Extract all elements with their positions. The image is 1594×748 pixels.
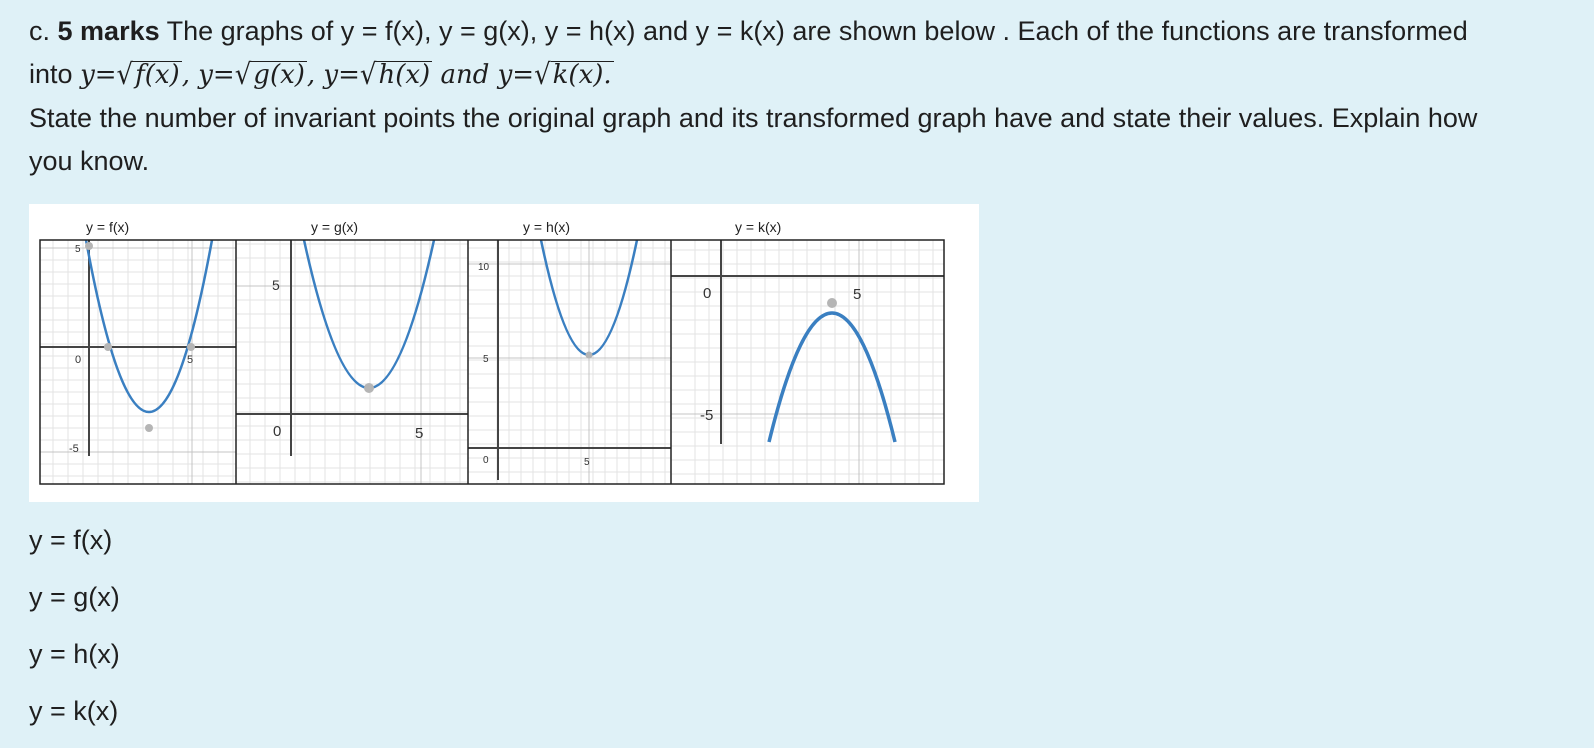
h-label-5-x: 5: [584, 457, 590, 468]
h-label-0: 0: [483, 455, 489, 466]
transform-h: y=√h(x) and: [323, 58, 498, 92]
graph-k-title: y = k(x): [735, 219, 782, 235]
transform-f: y=√f(x),: [80, 58, 199, 92]
f-label-5-y: 5: [75, 244, 81, 255]
k-label-0: 0: [703, 285, 712, 302]
answer-k-label: y = k(x): [29, 696, 119, 726]
g-label-5-y: 5: [272, 277, 280, 293]
into-word: into: [29, 59, 73, 89]
g-label-0: 0: [273, 423, 282, 440]
transform-g: y=√g(x),: [198, 58, 324, 92]
question-line-3: State the number of invariant points the original graph and its transformed graph have and state their values. Explain how: [29, 103, 1478, 133]
question-line-2: [29, 53, 1589, 97]
graphs-figure: [29, 204, 979, 502]
f-label-0: 0: [75, 354, 82, 366]
question-line-1: [29, 10, 1589, 53]
question-intro: The graphs of y = f(x), y = g(x), y = h(x) and y = k(x) are shown below . Each of the functions are transformed: [166, 16, 1468, 46]
graph-h-title: y = h(x): [523, 219, 571, 235]
k-label-5: 5: [853, 286, 862, 303]
graph-g-title: y = g(x): [311, 219, 359, 235]
k-label-neg5: -5: [700, 407, 714, 424]
answer-g-label: y = g(x): [29, 582, 120, 612]
question-line-4: you know.: [29, 146, 150, 176]
transform-k: y=√k(x).: [497, 58, 612, 92]
question-text: [29, 10, 1589, 183]
g-label-5-x: 5: [415, 425, 424, 442]
h-label-10: 10: [478, 262, 490, 273]
marks-label: 5 marks: [57, 16, 160, 46]
graph-f-title: y = f(x): [86, 219, 130, 235]
answer-f-label: y = f(x): [29, 525, 113, 555]
question-part: c.: [29, 16, 51, 46]
answer-h-label: y = h(x): [29, 639, 120, 669]
f-label-neg5: -5: [69, 443, 79, 455]
f-label-5-x: 5: [187, 354, 194, 366]
h-label-5-y: 5: [483, 354, 489, 365]
answer-list: [29, 520, 120, 748]
